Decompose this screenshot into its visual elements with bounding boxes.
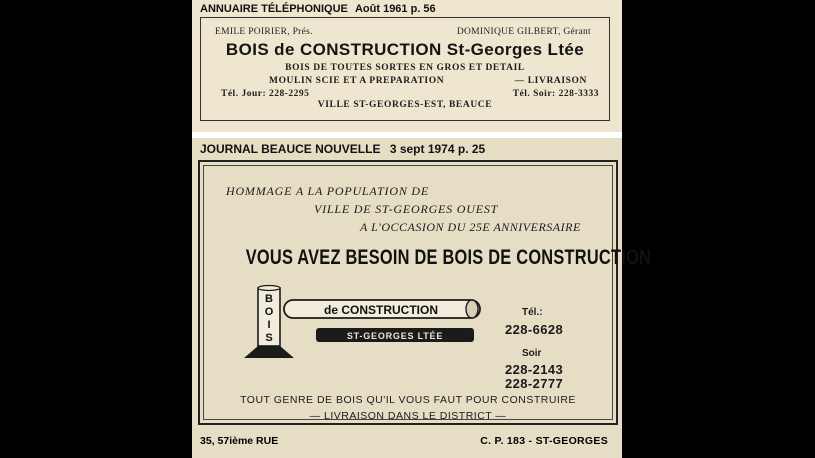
phonebook-source-caption [200, 3, 436, 15]
newspaper-clipping [192, 138, 652, 458]
homage-line-1: HOMMAGE A LA POPULATION DE [226, 184, 430, 198]
delivery-line: — LIVRAISON [514, 76, 587, 86]
logo-line-2: ST-GEORGES LTÉE [346, 331, 444, 341]
president-name: EMILE POIRIER, Prés. [215, 27, 313, 37]
homage-line-2: VILLE DE ST-GEORGES OUEST [314, 202, 499, 216]
po-box: C. P. 183 - ST-GEORGES [480, 435, 608, 447]
logo-letter-s: S [265, 332, 273, 344]
homage-line-3: A L'OCCASION DU 25E ANNIVERSAIRE [360, 220, 581, 234]
newspaper-advertisement [198, 160, 652, 425]
evening-number-2: 228-2777 [505, 376, 564, 391]
newspaper-source-date: 3 sept 1974 p. 25 [389, 142, 486, 156]
ad-headline: VOUS AVEZ BESOIN DE BOIS DE CONSTRUCTION [245, 246, 652, 269]
evening-label: Soir [522, 348, 542, 359]
ad-tagline: TOUT GENRE DE BOIS QU'IL VOUS FAUT POUR CONSTRUIRE [240, 394, 576, 406]
phone-number: 228-6628 [505, 322, 564, 337]
logo-letter-b: B [265, 293, 273, 305]
logo-letter-i: I [267, 319, 271, 331]
company-logo [236, 284, 486, 364]
delivery-note: — LIVRAISON DANS LE DISTRICT — [309, 410, 507, 422]
newspaper-source-caption [200, 142, 485, 156]
town-line: VILLE ST-GEORGES-EST, BEAUCE [317, 100, 493, 110]
phonebook-advertisement [200, 17, 610, 121]
manager-name: DOMINIQUE GILBERT, Gérant [456, 27, 591, 37]
phone-label: Tél.: [522, 307, 543, 318]
phonebook-source-date: Août 1961 p. 56 [354, 3, 436, 15]
newspaper-source-title: JOURNAL BEAUCE NOUVELLE [200, 142, 381, 156]
phonebook-clipping [192, 0, 622, 132]
day-phone: Tél. Jour: 228-2295 [221, 89, 310, 99]
evening-number-1: 228-2143 [505, 362, 564, 377]
logo-letter-o: O [264, 306, 274, 318]
company-name: BOIS de CONSTRUCTION St-Georges Ltée [225, 40, 585, 59]
scanned-page [192, 0, 652, 458]
street-address: 35, 57ième RUE [200, 435, 279, 447]
wood-sales-line: BOIS DE TOUTES SORTES EN GROS ET DETAIL [285, 63, 525, 73]
evening-phone: Tél. Soir: 228-3333 [512, 89, 599, 99]
sawmill-line: MOULIN SCIE ET A PREPARATION [269, 76, 445, 86]
phonebook-source-title: ANNUAIRE TÉLÉPHONIQUE [200, 3, 348, 15]
logo-line-1: de CONSTRUCTION [324, 303, 438, 317]
